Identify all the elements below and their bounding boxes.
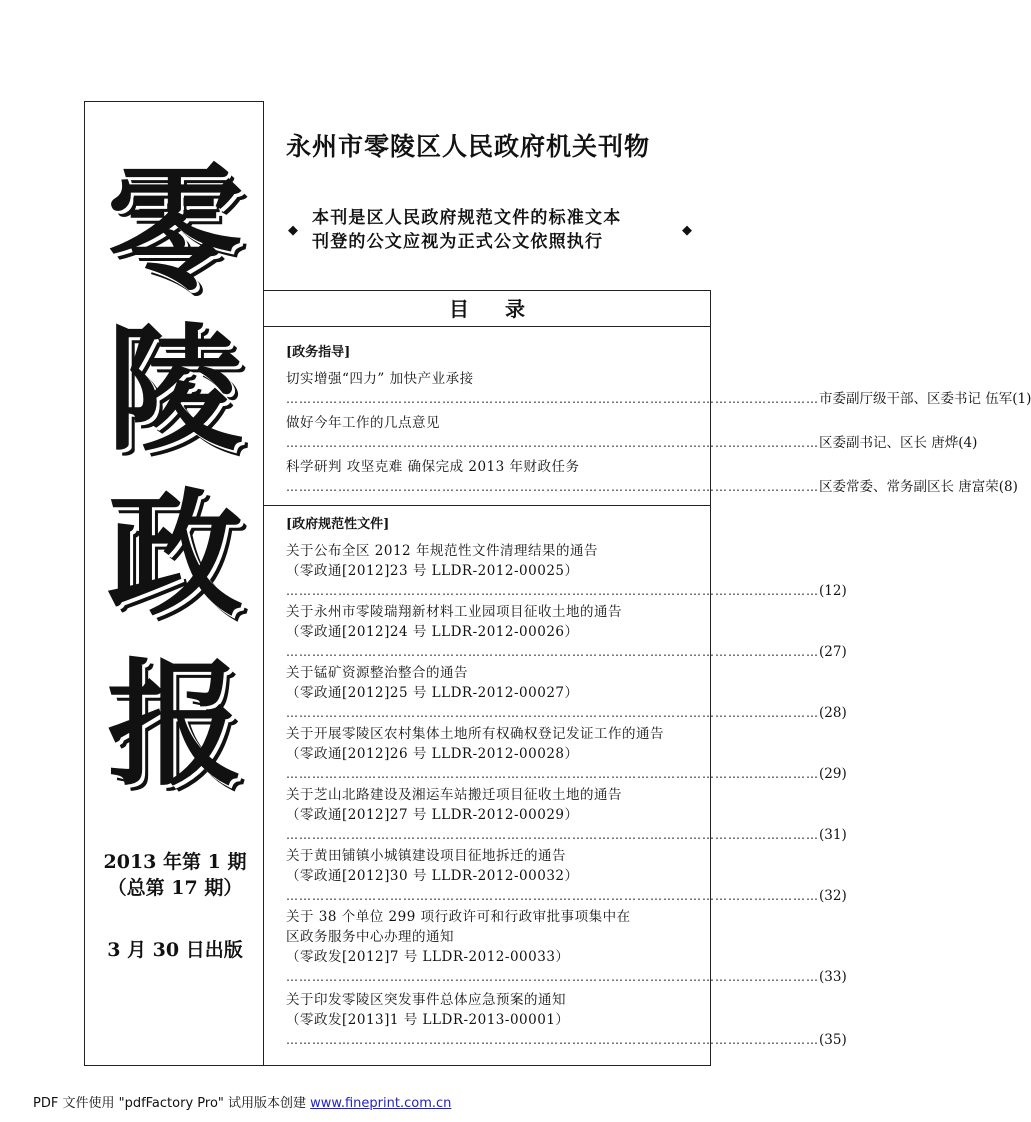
toc-entry-doc-number: （零政发[2012]7 号 LLDR-2012-00033）: [286, 949, 570, 965]
toc-entry-title: 关于永州市零陵瑞翔新材料工业园项目征收土地的通告: [286, 604, 622, 620]
masthead-char-3: 政: [107, 475, 243, 635]
toc-entry-page: (31): [819, 827, 847, 843]
leader-dots: ……………………………………………………………………………………………………………: [286, 706, 819, 720]
toc-entry[interactable]: [286, 663, 847, 723]
toc-entry-title: 关于公布全区 2012 年规范性文件清理结果的通告: [286, 543, 598, 559]
toc-entry[interactable]: [286, 990, 847, 1050]
toc-entry-doc-number: （零政发[2013]1 号 LLDR-2013-00001）: [286, 1012, 570, 1028]
pdf-footer: [33, 1092, 451, 1111]
masthead-char-4: 报: [107, 645, 243, 805]
diamond-icon: ◆: [288, 223, 298, 238]
toc-entry-page: (35): [819, 1032, 847, 1048]
toc-entry[interactable]: [286, 724, 847, 784]
toc-entry-title: 关于开展零陵区农村集体土地所有权确权登记发证工作的通告: [286, 726, 664, 742]
masthead-char-2: 陵: [107, 310, 243, 470]
notice-line-2: 刊登的公文应视为正式公文依照执行: [312, 232, 604, 252]
toc-entry-page: (12): [819, 583, 847, 599]
leader-dots: ……………………………………………………………………………………………………………: [286, 480, 819, 494]
leader-dots: ……………………………………………………………………………………………………………: [286, 970, 819, 984]
toc-entry[interactable]: [286, 457, 1018, 497]
notice-block: [288, 203, 708, 263]
footer-link[interactable]: www.fineprint.com.cn: [310, 1096, 452, 1111]
toc-entry-doc-number: （零政通[2012]23 号 LLDR-2012-00025）: [286, 563, 579, 579]
toc-entry[interactable]: [286, 413, 978, 453]
issue-number: 2013 年第 1 期: [103, 851, 247, 873]
toc-entry-title: 做好今年工作的几点意见: [286, 415, 440, 431]
toc-entry-page: (27): [819, 644, 847, 660]
leader-dots: ……………………………………………………………………………………………………………: [286, 1033, 819, 1047]
leader-dots: ……………………………………………………………………………………………………………: [286, 436, 819, 450]
toc-entry[interactable]: [286, 369, 1031, 409]
toc-entry-page: (32): [819, 888, 847, 904]
toc-entry-title: 关于 38 个单位 299 项行政许可和行政审批事项集中在: [286, 909, 631, 925]
toc-entry[interactable]: [286, 541, 847, 601]
toc-entry-doc-number: （零政通[2012]25 号 LLDR-2012-00027）: [286, 685, 579, 701]
toc-entry-title: 关于芝山北路建设及湘运车站搬迁项目征收土地的通告: [286, 787, 622, 803]
toc-entry-doc-number: （零政通[2012]26 号 LLDR-2012-00028）: [286, 746, 579, 762]
toc-entry-attribution: 区委常委、常务副区长 唐富荣(8): [819, 479, 1018, 495]
toc-entry-doc-number: （零政通[2012]24 号 LLDR-2012-00026）: [286, 624, 579, 640]
toc-entry-page: (33): [819, 969, 847, 985]
publication-title: 永州市零陵区人民政府机关刊物: [286, 132, 651, 161]
toc-title: 目录: [264, 291, 710, 327]
section-label-guidance: [政务指导]: [286, 345, 351, 360]
toc-entry-attribution: 区委副书记、区长 唐烨(4): [819, 435, 978, 451]
leader-dots: ……………………………………………………………………………………………………………: [286, 645, 819, 659]
toc-entry[interactable]: [286, 846, 847, 906]
toc-entry-title: 关于黄田铺镇小城镇建设项目征地拆迁的通告: [286, 848, 566, 864]
toc-entry[interactable]: [286, 907, 847, 987]
footer-text: PDF 文件使用 "pdfFactory Pro" 试用版本创建: [33, 1096, 307, 1111]
toc-entry-title: 关于锰矿资源整治整合的通告: [286, 665, 468, 681]
leader-dots: ……………………………………………………………………………………………………………: [286, 889, 819, 903]
toc-entry-attribution: 市委副厅级干部、区委书记 伍军(1): [819, 391, 1031, 407]
leader-dots: ……………………………………………………………………………………………………………: [286, 392, 819, 406]
publish-date: 3 月 30 日出版: [107, 939, 243, 961]
issue-total: （总第 17 期）: [107, 877, 243, 899]
section-divider: [264, 505, 710, 506]
leader-dots: ……………………………………………………………………………………………………………: [286, 828, 819, 842]
toc-entry-title: 科学研判 攻坚克难 确保完成 2013 年财政任务: [286, 459, 580, 475]
toc-entry[interactable]: [286, 602, 847, 662]
toc-entry[interactable]: [286, 785, 847, 845]
masthead-panel: [84, 101, 264, 1066]
toc-entry-page: (29): [819, 766, 847, 782]
section-label-regulations: [政府规范性文件]: [286, 517, 390, 532]
toc-entry-page: (28): [819, 705, 847, 721]
leader-dots: ……………………………………………………………………………………………………………: [286, 584, 819, 598]
toc-entry-title-continued: 区政务服务中心办理的通知: [286, 929, 454, 945]
toc-entry-doc-number: （零政通[2012]30 号 LLDR-2012-00032）: [286, 868, 579, 884]
toc-entry-title: 切实增强“四力” 加快产业承接: [286, 371, 474, 387]
masthead-char-1: 零: [107, 150, 243, 310]
toc-entry-doc-number: （零政通[2012]27 号 LLDR-2012-00029）: [286, 807, 579, 823]
table-of-contents: [263, 290, 1031, 1066]
notice-line-1: 本刊是区人民政府规范文件的标准文本: [312, 208, 622, 228]
toc-entry-title: 关于印发零陵区突发事件总体应急预案的通知: [286, 992, 566, 1008]
leader-dots: ……………………………………………………………………………………………………………: [286, 767, 819, 781]
diamond-icon: ◆: [682, 223, 692, 238]
